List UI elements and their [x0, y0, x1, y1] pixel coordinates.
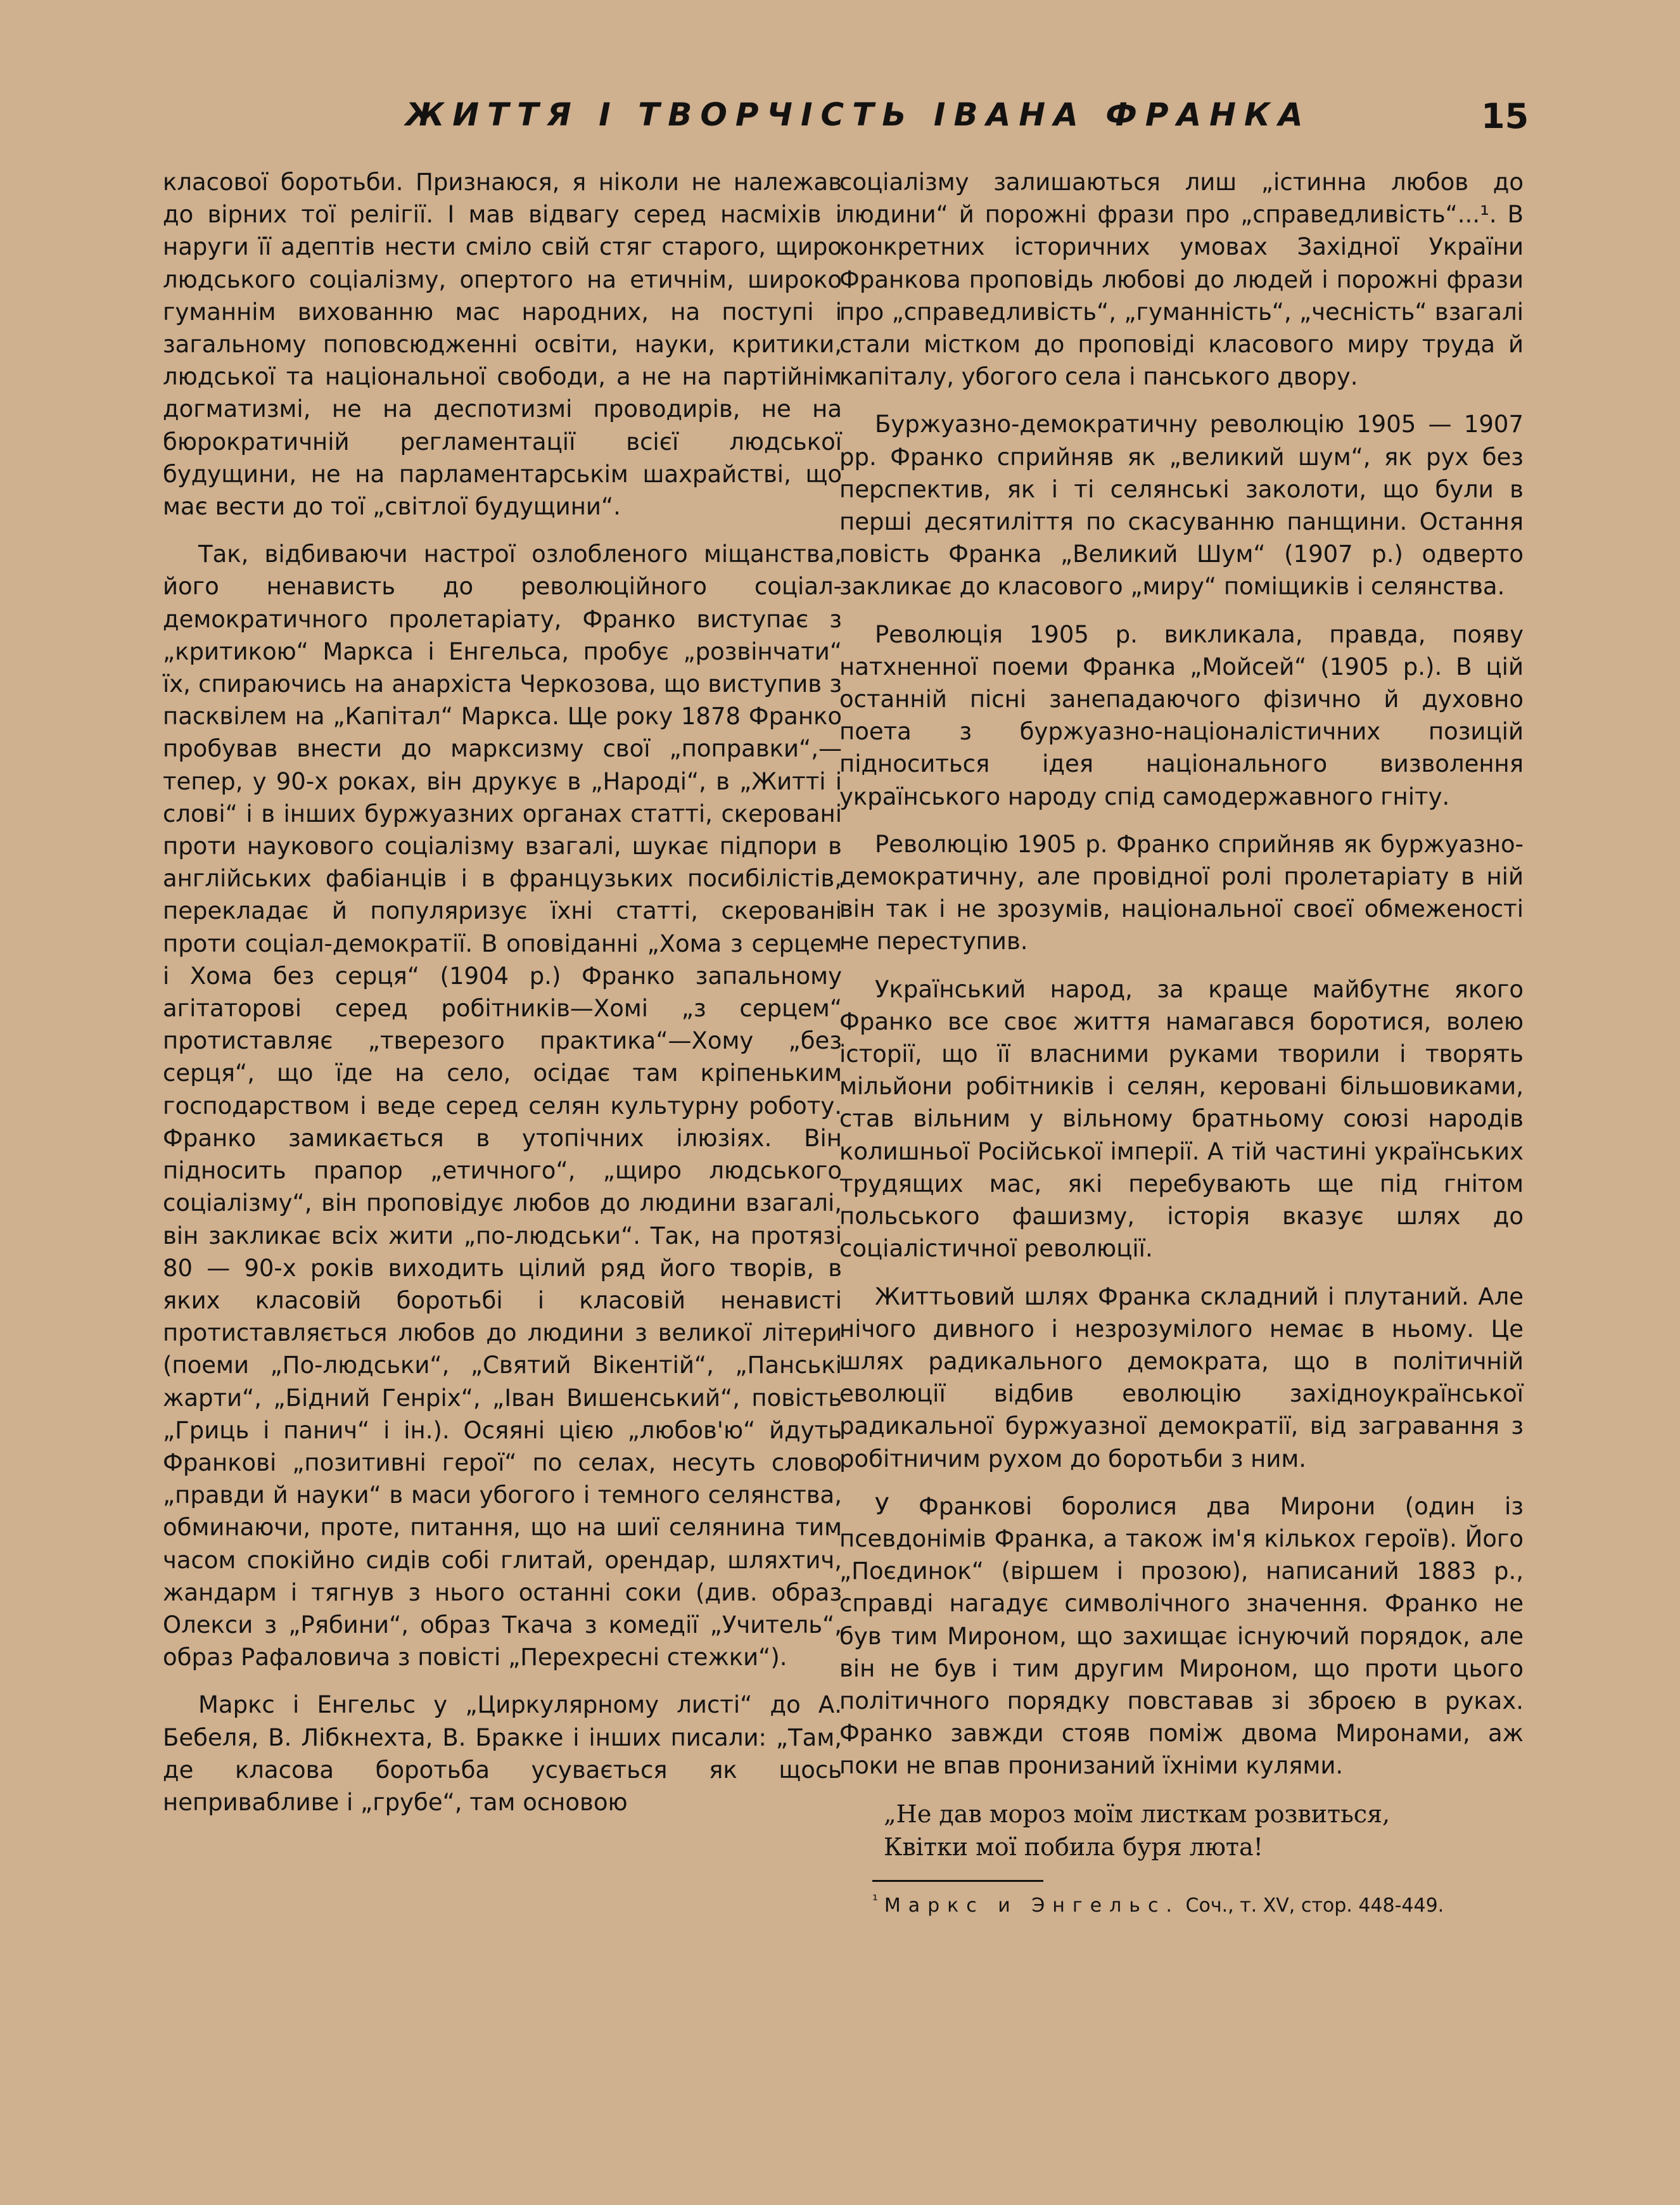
paragraph: Революція 1905 р. викликала, правда, появу натхненної поеми Франка „Мойсей“ (1905 р.). В цій останній пісні занепадаючого фізично й духовно поета з буржуазно-націоналістичних позицій підноситься ідея національного визволення українського народу спід самодержавного гніту.	[839, 620, 1524, 810]
paragraph: Буржуазно-демократичну революцію 1905 — 1907 рр. Франко сприйняв як „великий шум“, як рух без перспектив, як і ті селянські заколоти, що були в перші десятиліття по скасуванню панщини. Остання повість Франка „Великий Шум“ (1907 р.) одверто закликає до класового „миру“ поміщиків і селянства.	[839, 411, 1524, 601]
paragraph: Життьовий шлях Франка складний і плутаний. Але нічого дивного і незрозумілого немає в ньому. Це шлях радикального демократа, що в політичній еволюції відбив еволюцію західноукраїнської радикальної буржуазної демократії, від загравання з робітничим рухом до боротьби з ним.	[839, 1282, 1524, 1473]
poem-quote	[884, 1798, 1524, 1863]
running-title: ЖИТТЯ І ТВОРЧІСТЬ ІВАНА ФРАНКА	[405, 96, 1311, 133]
paragraph: У Франкові боролися два Мирони (один із псевдонімів Франка, а також ім'я кількох героїв). Його „Поєдинок“ (віршем і прозою), написаний 1883 р., справді нагадує символічного значення. Франко не був тим Мироном, що захищає існуючий порядок, але він не був і тим другим Мироном, що проти цього політичного порядку повставав зі зброєю в руках. Франко завжди стояв поміж двома Миронами, аж поки не впав пронизаний їхніми кулями.	[839, 1492, 1524, 1780]
footnote	[872, 1888, 1524, 1919]
poem-line: Квітки мої побила буря люта!	[884, 1832, 1263, 1861]
paragraph: Так, відбиваючи настрої озлобленого міщанства, його ненависть до революційного соціал-демократичного пролетаріату, Франко виступає з „критикою“ Маркса і Енгельса, пробує „розвінчати“ їх, спираючись на анархіста Черкозова, що виступив з пасквілем на „Капітал“ Маркса. Ще року 1878 Франко пробував внести до марксизму свої „поправки“,— тепер, у 90-х роках, він друкує в „Народі“, в „Житті і слові“ і в інших буржуазних органах статті, скеровані проти наукового соціалізму взагалі, шукає підпори в англійських фабіанців і в французьких посибілістів, перекладає й популяризує їхні статті, скеровані проти соціал-демократії. В оповіданні „Хома з серцем і Хома без серця“ (1904 р.) Франко запальному агітаторові серед робітників—Хомі „з серцем“ протиставляє „тверезого практика“—Хому „без серця“, що їде на село, осідає там кріпеньким господарством і веде серед селян культурну роботу. Франко замикається в утопічних ілюзіях. Він підносить прапор „етичного“, „щиро людського соціалізму“, він проповідує любов до людини взагалі, він закликає всіх жити „по-людськи“. Так, на протязі 80 — 90-х років виходить цілий ряд його творів, в яких класовій боротьбі і класовій ненависті протиставляється любов до людини з великої літери (поеми „По-людськи“, „Святий Вікентій“, „Панські жарти“, „Бідний Генріх“, „Іван Вишенський“, повість „Гриць і панич“ і ін.). Осяяні цією „любов'ю“ йдуть Франкові „позитивні герої“ по селах, несуть слово „правди й науки“ в маси убогого і темного селянства, обминаючи, проте, питання, що на шиї селянина тим часом спокійно сидів собі глитай, орендар, шляхтич, жандарм і тягнув з нього останні соки (див. образ Олекси з „Рябини“, образ Ткача з комедії „Учитель“, образ Рафаловича з повісті „Перехресні стежки“).	[163, 540, 842, 1671]
poem-line: „Не дав мороз моїм листкам розвиться,	[884, 1799, 1390, 1828]
footnote-marker: ¹	[872, 1892, 878, 1908]
footnote-divider	[872, 1880, 1043, 1882]
paragraph: Маркс і Енгельс у „Циркулярному листі“ до А. Бебеля, В. Лібкнехта, В. Бракке і інших писали: „Там, де класова боротьба усувається як щось непривабливе і „грубе“, там основою	[163, 1691, 842, 1816]
paragraph: Революцію 1905 р. Франко сприйняв як буржуазно-демократичну, але провідної ролі пролетаріату в ній він так і не зрозумів, національної своєї обмеженості не переступив.	[839, 830, 1524, 955]
page-number: 15	[1481, 96, 1529, 136]
left-column	[163, 166, 842, 1818]
footnote-author: Маркс и Энгельс.	[884, 1894, 1180, 1917]
right-column	[839, 166, 1524, 1919]
footnote-text: Соч., т. XV, стор. 448-449.	[1185, 1894, 1444, 1917]
paragraph: класової боротьби. Признаюся, я ніколи не належав до вірних тої релігії. І мав відвагу серед насміхів і наруги її адептів нести сміло свій стяг старого, щиро людського соціалізму, опертого на етичнім, широко гуманнім вихованню мас народних, на поступі і загальному поповсюдженні освіти, науки, критики, людської та національної свободи, а не на партійнім догматизмі, не на деспотизмі проводирів, не на бюрократичній регламентації всієї людської будущини, не на парламентарськім шахрайстві, що має вести до тої „світлої будущини“.	[163, 169, 842, 521]
paragraph: Український народ, за краще майбутнє якого Франко все своє життя намагався боротися, волею історії, що її власними руками творили і творять мільйони робітників і селян, керовані більшовиками, став вільним у вільному братньому союзі народів колишньої Російської імперії. А тій частині українських трудящих мас, які перебувають ще під гнітом польського фашизму, історія вказує шлях до соціалістичної революції.	[839, 975, 1524, 1263]
paragraph: соціалізму залишаються лиш „істинна любов до людини“ й порожні фрази про „справедливість“...¹. В конкретних історичних умовах Західної України Франкова проповідь любові до людей і порожні фрази про „справедливість“, „гуманність“, „чесність“ взагалі стали містком до проповіді класового миру труда й капіталу, убогого села і панського двору.	[839, 169, 1524, 391]
